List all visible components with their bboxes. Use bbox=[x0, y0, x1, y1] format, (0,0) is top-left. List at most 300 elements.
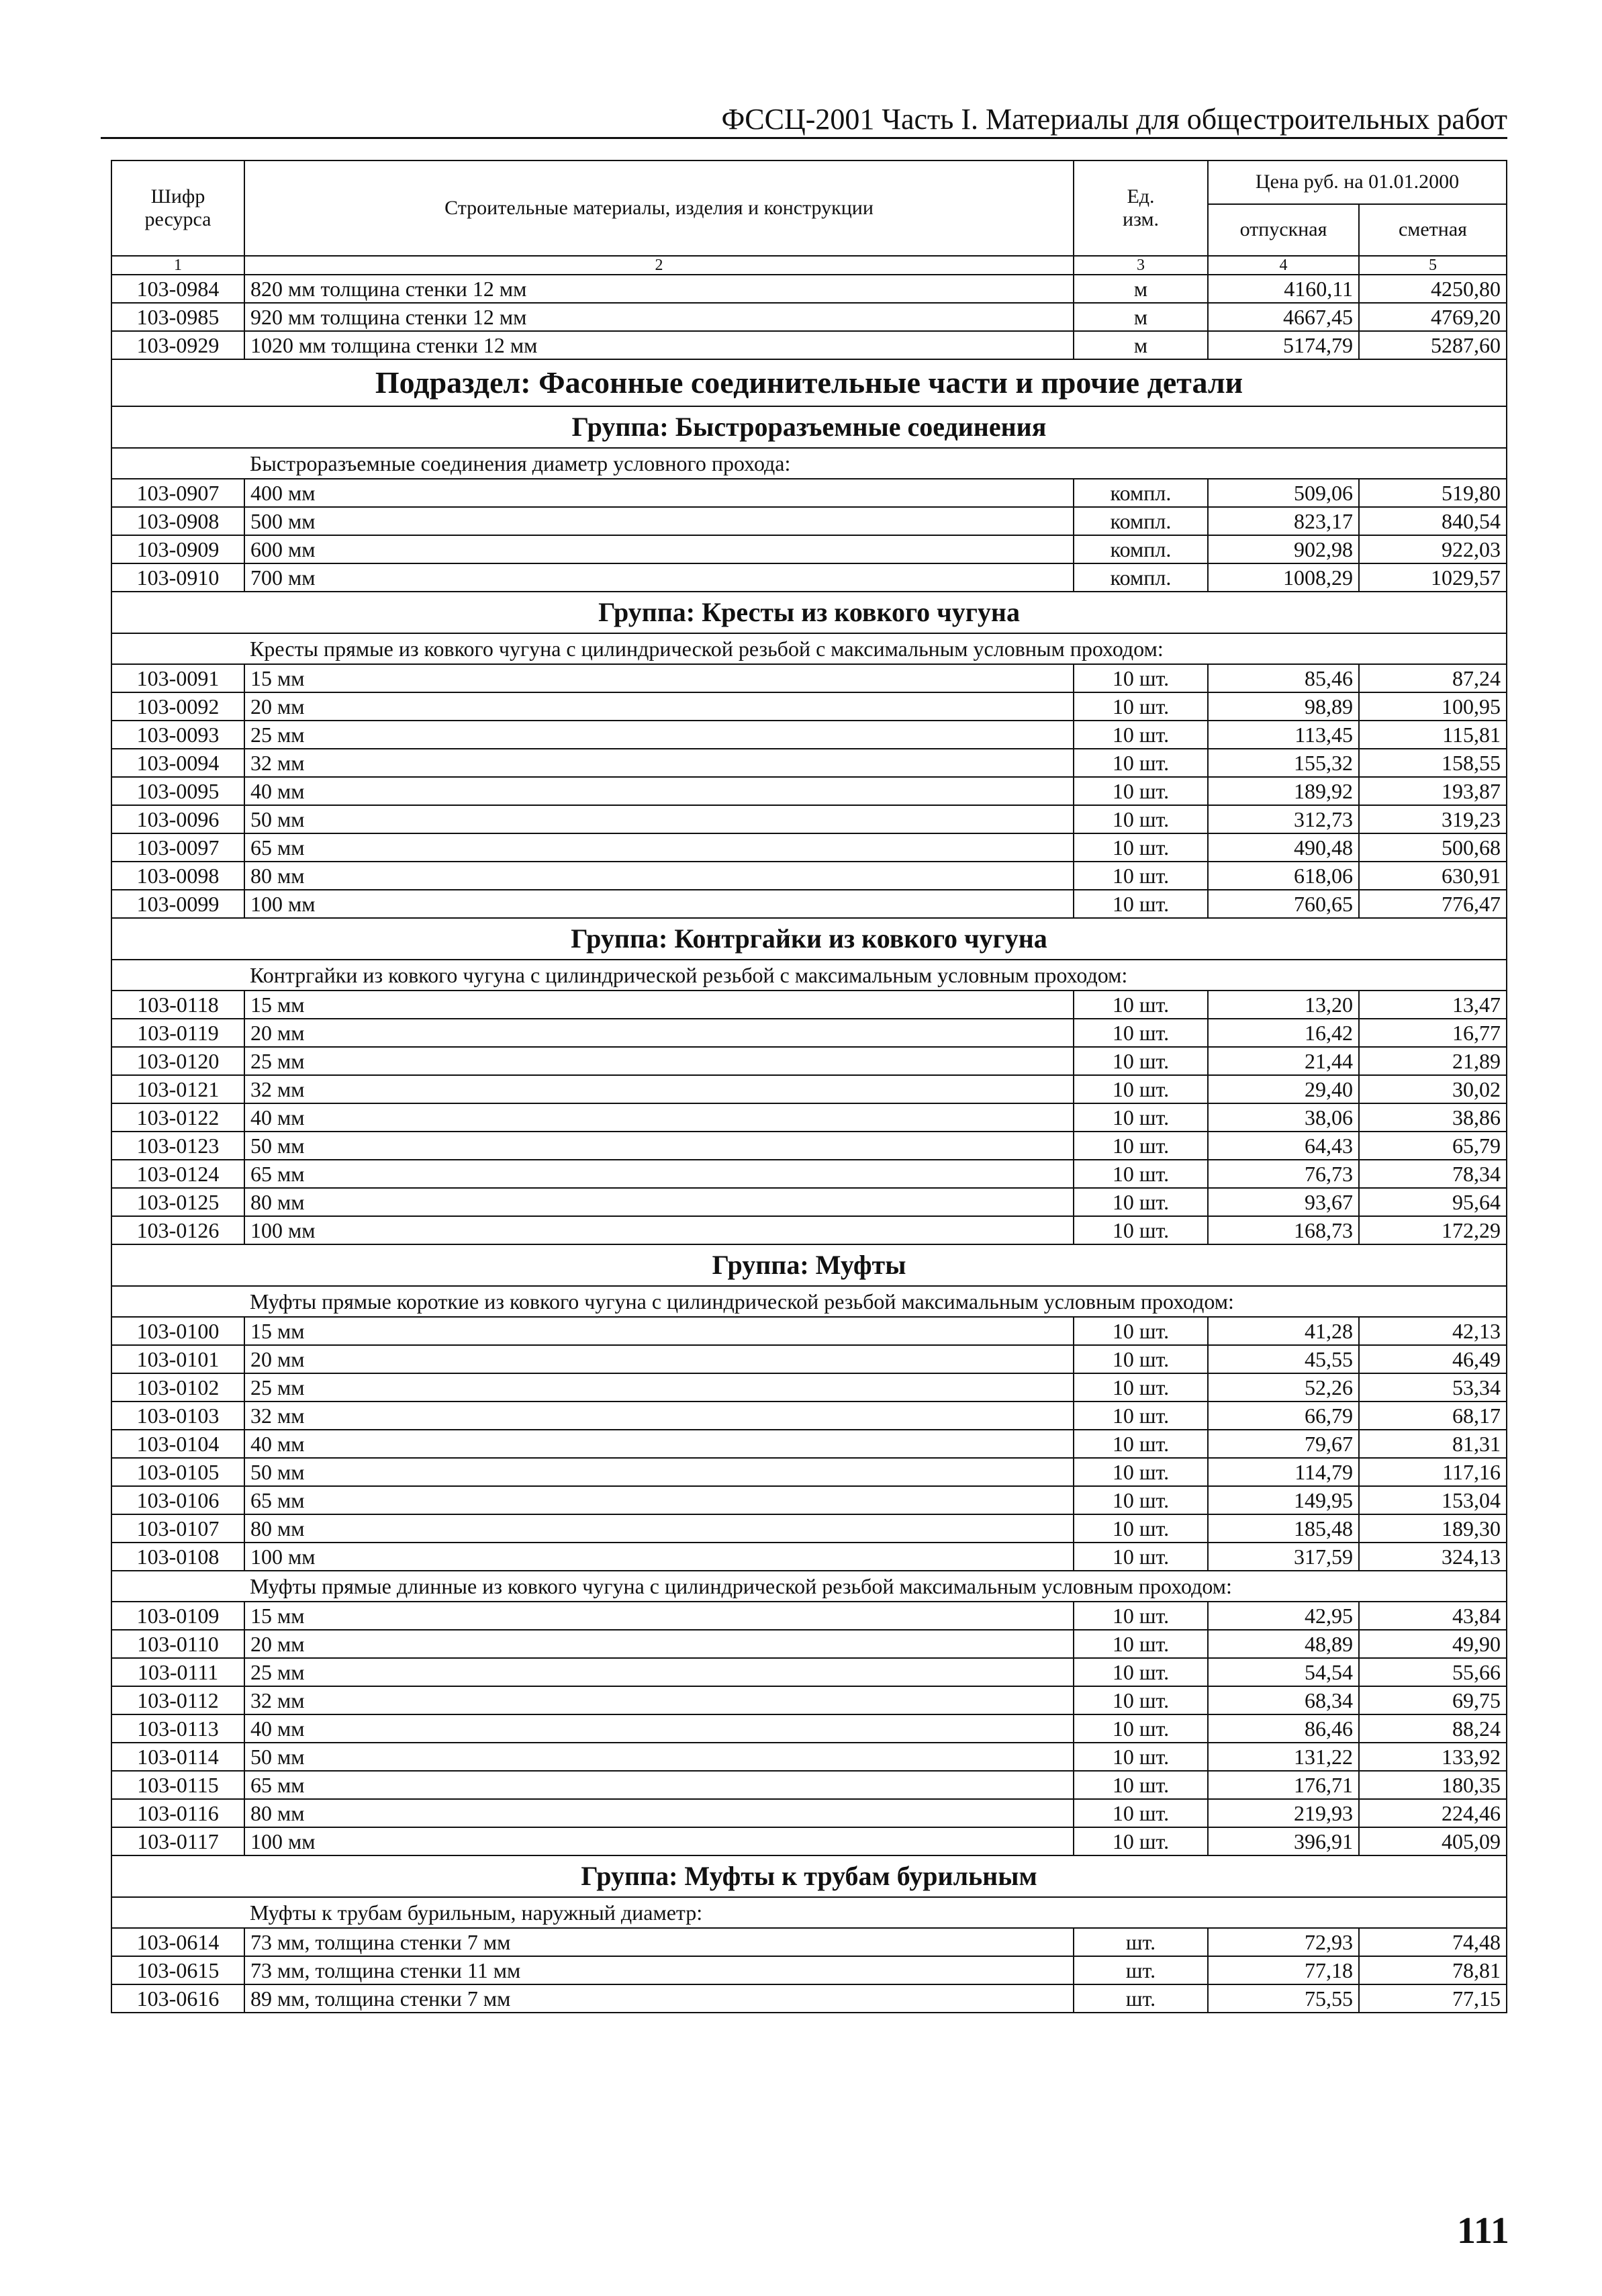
item-unit: компл. bbox=[1074, 535, 1208, 563]
table-row bbox=[111, 1047, 1507, 1075]
item-name: 920 мм толщина стенки 12 мм bbox=[244, 303, 1074, 331]
group-note: Муфты прямые длинные из ковкого чугуна с цилиндрической резьбой максимальным условным проходом: bbox=[111, 1571, 1507, 1602]
estimate-price: 630,91 bbox=[1359, 862, 1507, 890]
item-unit: 10 шт. bbox=[1074, 1132, 1208, 1160]
item-unit: 10 шт. bbox=[1074, 1543, 1208, 1571]
table-row bbox=[111, 1827, 1507, 1855]
item-name: 65 мм bbox=[244, 1771, 1074, 1799]
release-price: 98,89 bbox=[1208, 692, 1359, 721]
group-title: Группа: Контргайки из ковкого чугуна bbox=[111, 918, 1507, 960]
table-row bbox=[111, 1956, 1507, 1984]
item-name: 700 мм bbox=[244, 563, 1074, 592]
item-name: 100 мм bbox=[244, 1827, 1074, 1855]
item-name: 15 мм bbox=[244, 1602, 1074, 1630]
table-row bbox=[111, 275, 1507, 303]
release-price: 52,26 bbox=[1208, 1373, 1359, 1402]
item-name: 20 мм bbox=[244, 1019, 1074, 1047]
resource-code: 103-0098 bbox=[111, 862, 244, 890]
item-name: 400 мм bbox=[244, 479, 1074, 507]
item-name: 65 мм bbox=[244, 833, 1074, 862]
group-note: Муфты прямые короткие из ковкого чугуна с цилиндрической резьбой максимальным условным проходом: bbox=[111, 1286, 1507, 1317]
table-row bbox=[111, 833, 1507, 862]
release-price: 41,28 bbox=[1208, 1317, 1359, 1345]
estimate-price: 5287,60 bbox=[1359, 331, 1507, 359]
resource-code: 103-0092 bbox=[111, 692, 244, 721]
item-name: 600 мм bbox=[244, 535, 1074, 563]
table-row bbox=[111, 805, 1507, 833]
col-number: 3 bbox=[1074, 256, 1208, 275]
item-name: 80 мм bbox=[244, 862, 1074, 890]
estimate-price: 100,95 bbox=[1359, 692, 1507, 721]
group-title: Группа: Муфты bbox=[111, 1244, 1507, 1286]
item-name: 32 мм bbox=[244, 1686, 1074, 1714]
table-row bbox=[111, 1984, 1507, 2013]
item-name: 32 мм bbox=[244, 1075, 1074, 1103]
note-row bbox=[111, 1571, 1507, 1602]
estimate-price: 65,79 bbox=[1359, 1132, 1507, 1160]
item-name: 89 мм, толщина стенки 7 мм bbox=[244, 1984, 1074, 2013]
resource-code: 103-0097 bbox=[111, 833, 244, 862]
estimate-price: 224,46 bbox=[1359, 1799, 1507, 1827]
estimate-price: 78,34 bbox=[1359, 1160, 1507, 1188]
release-price: 72,93 bbox=[1208, 1928, 1359, 1956]
group-title: Группа: Быстроразъемные соединения bbox=[111, 406, 1507, 448]
item-name: 80 мм bbox=[244, 1514, 1074, 1543]
resource-code: 103-0105 bbox=[111, 1458, 244, 1486]
estimate-price: 81,31 bbox=[1359, 1430, 1507, 1458]
item-unit: 10 шт. bbox=[1074, 833, 1208, 862]
resource-code: 103-0113 bbox=[111, 1714, 244, 1743]
item-unit: шт. bbox=[1074, 1928, 1208, 1956]
item-name: 25 мм bbox=[244, 1658, 1074, 1686]
resource-code: 103-0104 bbox=[111, 1430, 244, 1458]
item-unit: 10 шт. bbox=[1074, 862, 1208, 890]
resource-code: 103-0907 bbox=[111, 479, 244, 507]
release-price: 1008,29 bbox=[1208, 563, 1359, 592]
resource-code: 103-0122 bbox=[111, 1103, 244, 1132]
item-unit: 10 шт. bbox=[1074, 805, 1208, 833]
item-unit: шт. bbox=[1074, 1956, 1208, 1984]
item-unit: 10 шт. bbox=[1074, 1216, 1208, 1244]
release-price: 4667,45 bbox=[1208, 303, 1359, 331]
estimate-price: 133,92 bbox=[1359, 1743, 1507, 1771]
item-unit: 10 шт. bbox=[1074, 991, 1208, 1019]
column-numbers-row bbox=[111, 256, 1507, 275]
item-unit: 10 шт. bbox=[1074, 1160, 1208, 1188]
resource-code: 103-0124 bbox=[111, 1160, 244, 1188]
item-unit: м bbox=[1074, 303, 1208, 331]
item-unit: компл. bbox=[1074, 507, 1208, 535]
item-unit: 10 шт. bbox=[1074, 1714, 1208, 1743]
item-name: 32 мм bbox=[244, 1402, 1074, 1430]
estimate-price: 95,64 bbox=[1359, 1188, 1507, 1216]
release-price: 42,95 bbox=[1208, 1602, 1359, 1630]
item-unit: 10 шт. bbox=[1074, 1019, 1208, 1047]
item-unit: 10 шт. bbox=[1074, 1047, 1208, 1075]
table-row bbox=[111, 1928, 1507, 1956]
item-name: 25 мм bbox=[244, 721, 1074, 749]
item-name: 50 мм bbox=[244, 1743, 1074, 1771]
group-title: Группа: Муфты к трубам бурильным bbox=[111, 1855, 1507, 1897]
release-price: 16,42 bbox=[1208, 1019, 1359, 1047]
resource-code: 103-0120 bbox=[111, 1047, 244, 1075]
estimate-price: 78,81 bbox=[1359, 1956, 1507, 1984]
item-unit: 10 шт. bbox=[1074, 1514, 1208, 1543]
item-name: 65 мм bbox=[244, 1160, 1074, 1188]
item-name: 40 мм bbox=[244, 1714, 1074, 1743]
estimate-price: 519,80 bbox=[1359, 479, 1507, 507]
estimate-price: 43,84 bbox=[1359, 1602, 1507, 1630]
item-name: 100 мм bbox=[244, 1543, 1074, 1571]
estimate-price: 776,47 bbox=[1359, 890, 1507, 918]
table-row bbox=[111, 1373, 1507, 1402]
estimate-price: 153,04 bbox=[1359, 1486, 1507, 1514]
resource-code: 103-0101 bbox=[111, 1345, 244, 1373]
item-unit: 10 шт. bbox=[1074, 1402, 1208, 1430]
release-price: 509,06 bbox=[1208, 479, 1359, 507]
resource-code: 103-0126 bbox=[111, 1216, 244, 1244]
item-name: 80 мм bbox=[244, 1799, 1074, 1827]
table-row bbox=[111, 331, 1507, 359]
col-number: 2 bbox=[244, 256, 1074, 275]
estimate-price: 405,09 bbox=[1359, 1827, 1507, 1855]
page-header: ФССЦ-2001 Часть I. Материалы для общестроительных работ bbox=[721, 103, 1507, 136]
resource-code: 103-0096 bbox=[111, 805, 244, 833]
release-price: 79,67 bbox=[1208, 1430, 1359, 1458]
subsection-row bbox=[111, 359, 1507, 406]
table-row bbox=[111, 1317, 1507, 1345]
item-name: 32 мм bbox=[244, 749, 1074, 777]
resource-code: 103-0109 bbox=[111, 1602, 244, 1630]
group-note: Муфты к трубам бурильным, наружный диаметр: bbox=[111, 1897, 1507, 1928]
item-name: 50 мм bbox=[244, 1458, 1074, 1486]
estimate-price: 172,29 bbox=[1359, 1216, 1507, 1244]
table-row bbox=[111, 1686, 1507, 1714]
resource-code: 103-0615 bbox=[111, 1956, 244, 1984]
resource-code: 103-0095 bbox=[111, 777, 244, 805]
item-unit: 10 шт. bbox=[1074, 1658, 1208, 1686]
release-price: 131,22 bbox=[1208, 1743, 1359, 1771]
item-name: 73 мм, толщина стенки 7 мм bbox=[244, 1928, 1074, 1956]
resource-code: 103-0108 bbox=[111, 1543, 244, 1571]
release-price: 29,40 bbox=[1208, 1075, 1359, 1103]
estimate-price: 180,35 bbox=[1359, 1771, 1507, 1799]
item-unit: м bbox=[1074, 331, 1208, 359]
item-unit: 10 шт. bbox=[1074, 1743, 1208, 1771]
item-unit: 10 шт. bbox=[1074, 1430, 1208, 1458]
resource-code: 103-0110 bbox=[111, 1630, 244, 1658]
item-unit: 10 шт. bbox=[1074, 692, 1208, 721]
group-row bbox=[111, 592, 1507, 633]
release-price: 86,46 bbox=[1208, 1714, 1359, 1743]
table-row bbox=[111, 1345, 1507, 1373]
release-price: 114,79 bbox=[1208, 1458, 1359, 1486]
resource-code: 103-0111 bbox=[111, 1658, 244, 1686]
table-row bbox=[111, 1543, 1507, 1571]
item-unit: 10 шт. bbox=[1074, 1486, 1208, 1514]
item-unit: 10 шт. bbox=[1074, 1827, 1208, 1855]
release-price: 38,06 bbox=[1208, 1103, 1359, 1132]
col-header-release: отпускная bbox=[1208, 204, 1359, 256]
resource-code: 103-0114 bbox=[111, 1743, 244, 1771]
group-note: Быстроразъемные соединения диаметр условного прохода: bbox=[111, 448, 1507, 479]
table-row bbox=[111, 749, 1507, 777]
resource-code: 103-0099 bbox=[111, 890, 244, 918]
item-unit: 10 шт. bbox=[1074, 1602, 1208, 1630]
table-row bbox=[111, 1799, 1507, 1827]
release-price: 85,46 bbox=[1208, 664, 1359, 692]
item-unit: 10 шт. bbox=[1074, 1188, 1208, 1216]
estimate-price: 115,81 bbox=[1359, 721, 1507, 749]
estimate-price: 189,30 bbox=[1359, 1514, 1507, 1543]
item-unit: 10 шт. bbox=[1074, 1771, 1208, 1799]
table-row bbox=[111, 1602, 1507, 1630]
estimate-price: 21,89 bbox=[1359, 1047, 1507, 1075]
resource-code: 103-0107 bbox=[111, 1514, 244, 1543]
item-name: 100 мм bbox=[244, 1216, 1074, 1244]
group-note: Кресты прямые из ковкого чугуна с цилиндрической резьбой с максимальным условным проходом: bbox=[111, 633, 1507, 664]
note-row bbox=[111, 448, 1507, 479]
table-header-row bbox=[111, 160, 1507, 204]
note-row bbox=[111, 960, 1507, 991]
estimate-price: 4250,80 bbox=[1359, 275, 1507, 303]
release-price: 155,32 bbox=[1208, 749, 1359, 777]
release-price: 760,65 bbox=[1208, 890, 1359, 918]
group-row bbox=[111, 1244, 1507, 1286]
release-price: 149,95 bbox=[1208, 1486, 1359, 1514]
table-row bbox=[111, 1458, 1507, 1486]
item-unit: компл. bbox=[1074, 479, 1208, 507]
item-unit: м bbox=[1074, 275, 1208, 303]
resource-code: 103-0118 bbox=[111, 991, 244, 1019]
table-row bbox=[111, 1019, 1507, 1047]
estimate-price: 500,68 bbox=[1359, 833, 1507, 862]
estimate-price: 88,24 bbox=[1359, 1714, 1507, 1743]
table-row bbox=[111, 862, 1507, 890]
resource-code: 103-0616 bbox=[111, 1984, 244, 2013]
estimate-price: 49,90 bbox=[1359, 1630, 1507, 1658]
item-unit: 10 шт. bbox=[1074, 890, 1208, 918]
resource-code: 103-0116 bbox=[111, 1799, 244, 1827]
resource-code: 103-0910 bbox=[111, 563, 244, 592]
group-title: Группа: Кресты из ковкого чугуна bbox=[111, 592, 1507, 633]
estimate-price: 193,87 bbox=[1359, 777, 1507, 805]
estimate-price: 324,13 bbox=[1359, 1543, 1507, 1571]
group-row bbox=[111, 918, 1507, 960]
resource-code: 103-0112 bbox=[111, 1686, 244, 1714]
item-unit: компл. bbox=[1074, 563, 1208, 592]
estimate-price: 38,86 bbox=[1359, 1103, 1507, 1132]
resource-code: 103-0123 bbox=[111, 1132, 244, 1160]
item-unit: 10 шт. bbox=[1074, 1373, 1208, 1402]
table-row bbox=[111, 1486, 1507, 1514]
table-row bbox=[111, 721, 1507, 749]
col-header-price: Цена руб. на 01.01.2000 bbox=[1208, 160, 1507, 204]
table-row bbox=[111, 1630, 1507, 1658]
resource-code: 103-0094 bbox=[111, 749, 244, 777]
resource-code: 103-0119 bbox=[111, 1019, 244, 1047]
estimate-price: 53,34 bbox=[1359, 1373, 1507, 1402]
item-name: 15 мм bbox=[244, 1317, 1074, 1345]
table-row bbox=[111, 1103, 1507, 1132]
resource-code: 103-0985 bbox=[111, 303, 244, 331]
item-unit: шт. bbox=[1074, 1984, 1208, 2013]
release-price: 5174,79 bbox=[1208, 331, 1359, 359]
table-row bbox=[111, 1771, 1507, 1799]
table-row bbox=[111, 1132, 1507, 1160]
estimate-price: 319,23 bbox=[1359, 805, 1507, 833]
release-price: 396,91 bbox=[1208, 1827, 1359, 1855]
release-price: 168,73 bbox=[1208, 1216, 1359, 1244]
estimate-price: 117,16 bbox=[1359, 1458, 1507, 1486]
resource-code: 103-0908 bbox=[111, 507, 244, 535]
resource-code: 103-0100 bbox=[111, 1317, 244, 1345]
estimate-price: 1029,57 bbox=[1359, 563, 1507, 592]
table-row bbox=[111, 1430, 1507, 1458]
release-price: 64,43 bbox=[1208, 1132, 1359, 1160]
item-unit: 10 шт. bbox=[1074, 1317, 1208, 1345]
resource-code: 103-0125 bbox=[111, 1188, 244, 1216]
table-row bbox=[111, 1658, 1507, 1686]
table-row bbox=[111, 535, 1507, 563]
item-name: 820 мм толщина стенки 12 мм bbox=[244, 275, 1074, 303]
resource-code: 103-0115 bbox=[111, 1771, 244, 1799]
table-row bbox=[111, 890, 1507, 918]
col-number: 4 bbox=[1208, 256, 1359, 275]
release-price: 823,17 bbox=[1208, 507, 1359, 535]
col-header-code: Шифр ресурса bbox=[111, 160, 244, 256]
group-row bbox=[111, 1855, 1507, 1897]
estimate-price: 42,13 bbox=[1359, 1317, 1507, 1345]
release-price: 219,93 bbox=[1208, 1799, 1359, 1827]
estimate-price: 74,48 bbox=[1359, 1928, 1507, 1956]
item-unit: 10 шт. bbox=[1074, 1630, 1208, 1658]
price-table bbox=[111, 160, 1507, 2013]
item-unit: 10 шт. bbox=[1074, 1686, 1208, 1714]
estimate-price: 16,77 bbox=[1359, 1019, 1507, 1047]
table-row bbox=[111, 1743, 1507, 1771]
table-row bbox=[111, 1160, 1507, 1188]
item-name: 40 мм bbox=[244, 777, 1074, 805]
page-number: 111 bbox=[1457, 2210, 1509, 2252]
resource-code: 103-0093 bbox=[111, 721, 244, 749]
estimate-price: 87,24 bbox=[1359, 664, 1507, 692]
item-unit: 10 шт. bbox=[1074, 1075, 1208, 1103]
subsection-title: Подраздел: Фасонные соединительные части и прочие детали bbox=[111, 359, 1507, 406]
item-unit: 10 шт. bbox=[1074, 749, 1208, 777]
resource-code: 103-0117 bbox=[111, 1827, 244, 1855]
item-name: 20 мм bbox=[244, 692, 1074, 721]
resource-code: 103-0984 bbox=[111, 275, 244, 303]
item-name: 25 мм bbox=[244, 1373, 1074, 1402]
estimate-price: 68,17 bbox=[1359, 1402, 1507, 1430]
release-price: 68,34 bbox=[1208, 1686, 1359, 1714]
resource-code: 103-0091 bbox=[111, 664, 244, 692]
item-name: 40 мм bbox=[244, 1430, 1074, 1458]
item-unit: 10 шт. bbox=[1074, 664, 1208, 692]
release-price: 317,59 bbox=[1208, 1543, 1359, 1571]
item-name: 500 мм bbox=[244, 507, 1074, 535]
release-price: 75,55 bbox=[1208, 1984, 1359, 2013]
note-row bbox=[111, 1286, 1507, 1317]
release-price: 93,67 bbox=[1208, 1188, 1359, 1216]
resource-code: 103-0103 bbox=[111, 1402, 244, 1430]
header-rule bbox=[101, 137, 1507, 139]
table-row bbox=[111, 777, 1507, 805]
col-header-name: Строительные материалы, изделия и конструкции bbox=[244, 160, 1074, 256]
item-unit: 10 шт. bbox=[1074, 777, 1208, 805]
resource-code: 103-0106 bbox=[111, 1486, 244, 1514]
resource-code: 103-0102 bbox=[111, 1373, 244, 1402]
item-name: 40 мм bbox=[244, 1103, 1074, 1132]
item-name: 20 мм bbox=[244, 1630, 1074, 1658]
item-name: 15 мм bbox=[244, 664, 1074, 692]
table-row bbox=[111, 1216, 1507, 1244]
release-price: 312,73 bbox=[1208, 805, 1359, 833]
release-price: 176,71 bbox=[1208, 1771, 1359, 1799]
estimate-price: 4769,20 bbox=[1359, 303, 1507, 331]
release-price: 48,89 bbox=[1208, 1630, 1359, 1658]
note-row bbox=[111, 633, 1507, 664]
item-unit: 10 шт. bbox=[1074, 1103, 1208, 1132]
item-name: 20 мм bbox=[244, 1345, 1074, 1373]
col-header-estimate: сметная bbox=[1359, 204, 1507, 256]
estimate-price: 13,47 bbox=[1359, 991, 1507, 1019]
table-row bbox=[111, 1402, 1507, 1430]
col-number: 5 bbox=[1359, 256, 1507, 275]
table-row bbox=[111, 692, 1507, 721]
release-price: 902,98 bbox=[1208, 535, 1359, 563]
table-row bbox=[111, 563, 1507, 592]
group-row bbox=[111, 406, 1507, 448]
item-name: 15 мм bbox=[244, 991, 1074, 1019]
estimate-price: 69,75 bbox=[1359, 1686, 1507, 1714]
estimate-price: 840,54 bbox=[1359, 507, 1507, 535]
resource-code: 103-0614 bbox=[111, 1928, 244, 1956]
release-price: 113,45 bbox=[1208, 721, 1359, 749]
item-name: 25 мм bbox=[244, 1047, 1074, 1075]
table-row bbox=[111, 303, 1507, 331]
table-row bbox=[111, 479, 1507, 507]
item-name: 1020 мм толщина стенки 12 мм bbox=[244, 331, 1074, 359]
resource-code: 103-0121 bbox=[111, 1075, 244, 1103]
table-row bbox=[111, 507, 1507, 535]
item-unit: 10 шт. bbox=[1074, 721, 1208, 749]
table-row bbox=[111, 991, 1507, 1019]
table-row bbox=[111, 1714, 1507, 1743]
table-row bbox=[111, 1075, 1507, 1103]
table-body bbox=[111, 275, 1507, 2013]
release-price: 45,55 bbox=[1208, 1345, 1359, 1373]
estimate-price: 158,55 bbox=[1359, 749, 1507, 777]
release-price: 4160,11 bbox=[1208, 275, 1359, 303]
resource-code: 103-0909 bbox=[111, 535, 244, 563]
group-note: Контргайки из ковкого чугуна с цилиндрической резьбой с максимальным условным проходом: bbox=[111, 960, 1507, 991]
estimate-price: 922,03 bbox=[1359, 535, 1507, 563]
release-price: 189,92 bbox=[1208, 777, 1359, 805]
col-number: 1 bbox=[111, 256, 244, 275]
release-price: 13,20 bbox=[1208, 991, 1359, 1019]
release-price: 77,18 bbox=[1208, 1956, 1359, 1984]
item-name: 50 мм bbox=[244, 1132, 1074, 1160]
item-name: 80 мм bbox=[244, 1188, 1074, 1216]
item-unit: 10 шт. bbox=[1074, 1458, 1208, 1486]
item-unit: 10 шт. bbox=[1074, 1345, 1208, 1373]
item-name: 65 мм bbox=[244, 1486, 1074, 1514]
table-row bbox=[111, 1188, 1507, 1216]
estimate-price: 46,49 bbox=[1359, 1345, 1507, 1373]
item-name: 100 мм bbox=[244, 890, 1074, 918]
